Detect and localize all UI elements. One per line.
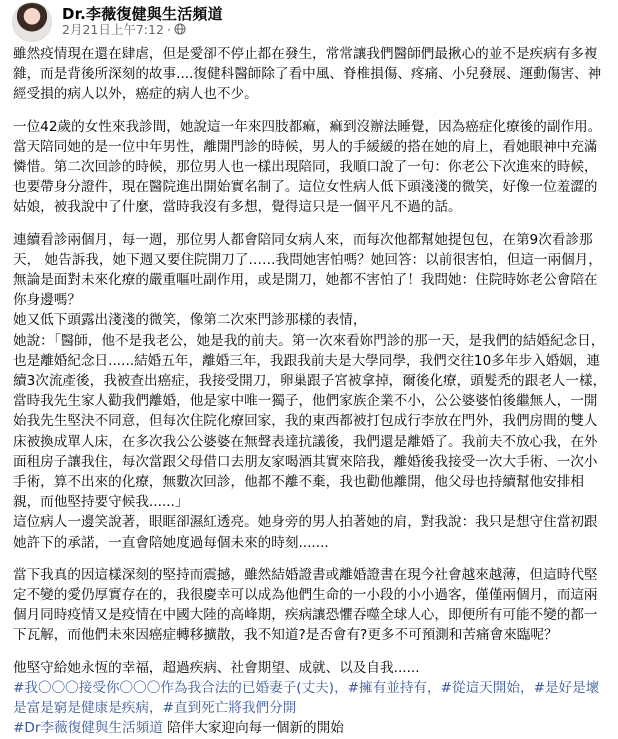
post-paragraph: 連續看診兩個月，每一週，那位男人都會陪同女病人來，而每次他都幫她提包包，在第9次看診那天， 她告訴我，她下週又要住院開刀了……我問她害怕嗎？她回答：以前很害怕，但這一兩個月，無論是面對未來化療的嚴重嘔吐副作用，或是開刀，她都不害怕了！我問她：住院時妳老公會陪在你身邊嗎？: [13, 231, 602, 309]
meta-separator: ·: [166, 21, 171, 37]
hashtag-link[interactable]: #是好是壞是富是窮是健康是疾病: [13, 679, 600, 717]
signature-line: [13, 718, 610, 738]
hashtag-link[interactable]: #擁有並持有: [347, 679, 428, 696]
hashtag-link[interactable]: #從這天開始: [440, 679, 520, 696]
post-paragraph: 一位42歲的女性來我診間，她說這一年來四肢都痲，痲到沒辦法睡覺，因為癌症化療後的副作用。當天陪同她的是一位中年男性，離開門診的時候，男人的手緩緩的搭在她的肩上，看她眼神中充滿憐惜。第二次回診的時候，那位男人也一樣出現陪同，我順口說了一句：你老公下次進來的時候，也要帶身分證件，現在醫院進出開始實名制了。這位女性病人低下頭淺淺的微笑，好像一位羞澀的姑娘，被我說中了什麼，當時我沒有多想，覺得這只是一個平凡不過的話。: [13, 118, 602, 216]
globe-icon: [174, 23, 186, 35]
signature-text: 陪伴大家迎向每一個新的開始: [162, 720, 344, 737]
post-body: [13, 44, 610, 739]
author-name[interactable]: Dr.李薇復健與生活頻道: [62, 5, 223, 23]
hashtag-link[interactable]: #Dr李薇復健與生活頻道: [13, 720, 163, 737]
post-paragraph: 雖然疫情現在還在肆虐，但是愛卻不停止都在發生，常常讓我們醫師們最揪心的並不是疾病有多複雜，而是背後所深刻的故事....復健科醫師除了看中風、脊椎損傷、疼痛、小兒發展、運動傷害、神經受損的病人以外，癌症的病人也不少。: [13, 46, 602, 103]
post-paragraph: 他堅守給她永恆的幸福，超過疾病、社會期望、成就、以及自我......: [13, 659, 420, 676]
author-avatar[interactable]: [12, 2, 52, 42]
post-date[interactable]: 2月21日上午7:12: [62, 22, 164, 37]
post-paragraph: 她說：「醫師，他不是我老公，她是我的前夫。第一次來看妳門診的那一天，是我們的結婚紀念日，也是離婚紀念日......結婚五年，離婚三年，我跟我前夫是大學同學，我們交往10多年步入婚姻，連續3次流產後，我被查出癌症，我接受開刀，卵巢跟子宮被拿掉，爾後化療，頭髮禿的跟老人一樣，當時我先生家人勸我們離婚，他是家中唯一獨子，他們家族企業不小，公公婆婆怕後繼無人，一開始我先生堅決不同意，但每次住院化療回家，我的東西都被打包成行李放在門外，我們房間的雙人床被換成單人床，在多次我公公婆婆在無聲表達抗議後，我們還是離婚了。我前夫不放心我，在外面租房子讓我住，每次當跟父母借口去朋友家喝酒其實來陪我，離婚後我接受一次大手術、一次小手術，算不出來的化療，無數次回診，他都不離不棄，我也勸他離開，他父母也持續幫他安排相親，而他堅持要守候我......」: [13, 332, 607, 511]
post-header: [0, 0, 618, 40]
post-paragraph: 她又低下頭露出淺淺的微笑，像第二次來門診那樣的表情，: [13, 312, 367, 329]
hashtag-link[interactable]: #直到死亡將我們分開: [162, 700, 297, 717]
post-meta: [62, 20, 186, 38]
post-paragraph: 這位病人一邊笑說著，眼眶卻濕紅透亮。她身旁的男人拍著她的肩，對我說：我只是想守住當初跟她許下的承諾，一直會陪她度過每個未來的時刻.......: [13, 514, 598, 551]
post-paragraph: 當下我真的因這樣深刻的堅持而震撼，雖然結婚證書或離婚證書在現今社會越來越薄，但這時代堅定不變的愛仍厚實存在的，我很慶幸可以成為他們生命的一小段的小小過客，僅僅兩個月，而這兩個月同時疫情又是疫情在中國大陸的高峰期，疾病讓恐懼吞噬全球人心，即便所有可能不變的都一下瓦解，而他們未來因癌症轉移擴散，我不知道?是否會有?更多不可預測和苦痛會來臨呢？: [13, 566, 598, 644]
hashtag-list: #我〇〇〇接受你〇〇〇作為我合法的已婚妻子(丈夫)，#擁有並持有，#從這天開始，#是好是壞是富是窮是健康是疾病，#直到死亡將我們分開: [13, 679, 600, 717]
hashtag-link[interactable]: #我〇〇〇接受你〇〇〇作為我合法的已婚妻子(丈夫): [13, 679, 335, 696]
